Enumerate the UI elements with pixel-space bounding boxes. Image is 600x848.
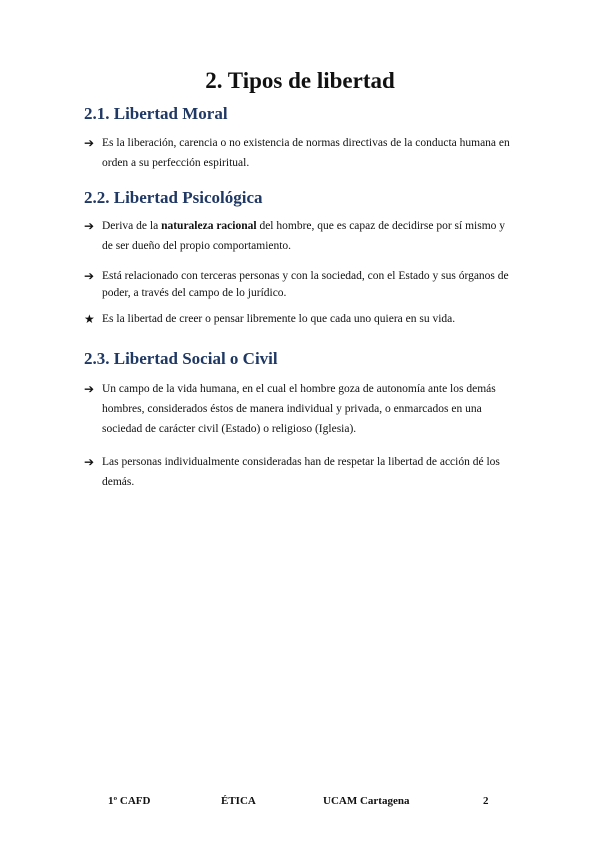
section-heading-libertad-moral: 2.1. Libertad Moral [84, 104, 228, 123]
list-item-text [102, 216, 514, 256]
list-item [84, 216, 514, 256]
page-title: 2. Tipos de libertad [205, 68, 395, 93]
arrow-bullet-icon: ➔ [84, 219, 95, 233]
list-item [84, 133, 514, 173]
arrow-bullet-icon: ➔ [84, 382, 95, 396]
text-segment: del hombre, que es capaz de decidirse por sí mismo y de ser dueño del propio comportamiento. [102, 220, 506, 252]
footer-subject: ÉTICA [221, 795, 256, 807]
section-heading-libertad-social: 2.3. Libertad Social o Civil [84, 349, 278, 368]
star-bullet-icon: ★ [84, 312, 95, 326]
list-item [84, 452, 514, 492]
footer-institution: UCAM Cartagena [323, 795, 410, 807]
page-footer [0, 795, 600, 815]
list-item-text: Un campo de la vida humana, en el cual el hombre goza de autonomía ante los demás hombres, considerados éstos de manera individual y privada, o enmarcados en una sociedad de carácter civil (Estado) o religioso (Iglesia). [102, 383, 496, 435]
arrow-bullet-icon: ➔ [84, 455, 95, 469]
list-item-text: Las personas individualmente consideradas han de respetar la libertad de acción dé los demás. [102, 456, 500, 488]
bold-term: naturaleza racional [161, 220, 257, 232]
list-item-text: Es la liberación, carencia o no existencia de normas directivas de la conducta humana en orden a su perfección espiritual. [102, 137, 510, 169]
arrow-bullet-icon: ➔ [84, 136, 95, 150]
section-heading-libertad-psicologica: 2.2. Libertad Psicológica [84, 188, 263, 207]
footer-course: 1º CAFD [108, 795, 151, 807]
footer-page-number: 2 [483, 795, 489, 807]
text-segment: Deriva de la [102, 220, 162, 232]
arrow-bullet-icon: ➔ [84, 269, 95, 283]
list-item-text: Es la libertad de creer o pensar libremente lo que cada uno quiera en su vida. [102, 313, 456, 325]
list-item [84, 268, 514, 302]
list-item-text: Está relacionado con terceras personas y con la sociedad, con el Estado y sus órganos de poder, a través del campo de lo jurídico. [102, 270, 509, 299]
list-item [84, 379, 514, 439]
list-item [84, 309, 514, 329]
